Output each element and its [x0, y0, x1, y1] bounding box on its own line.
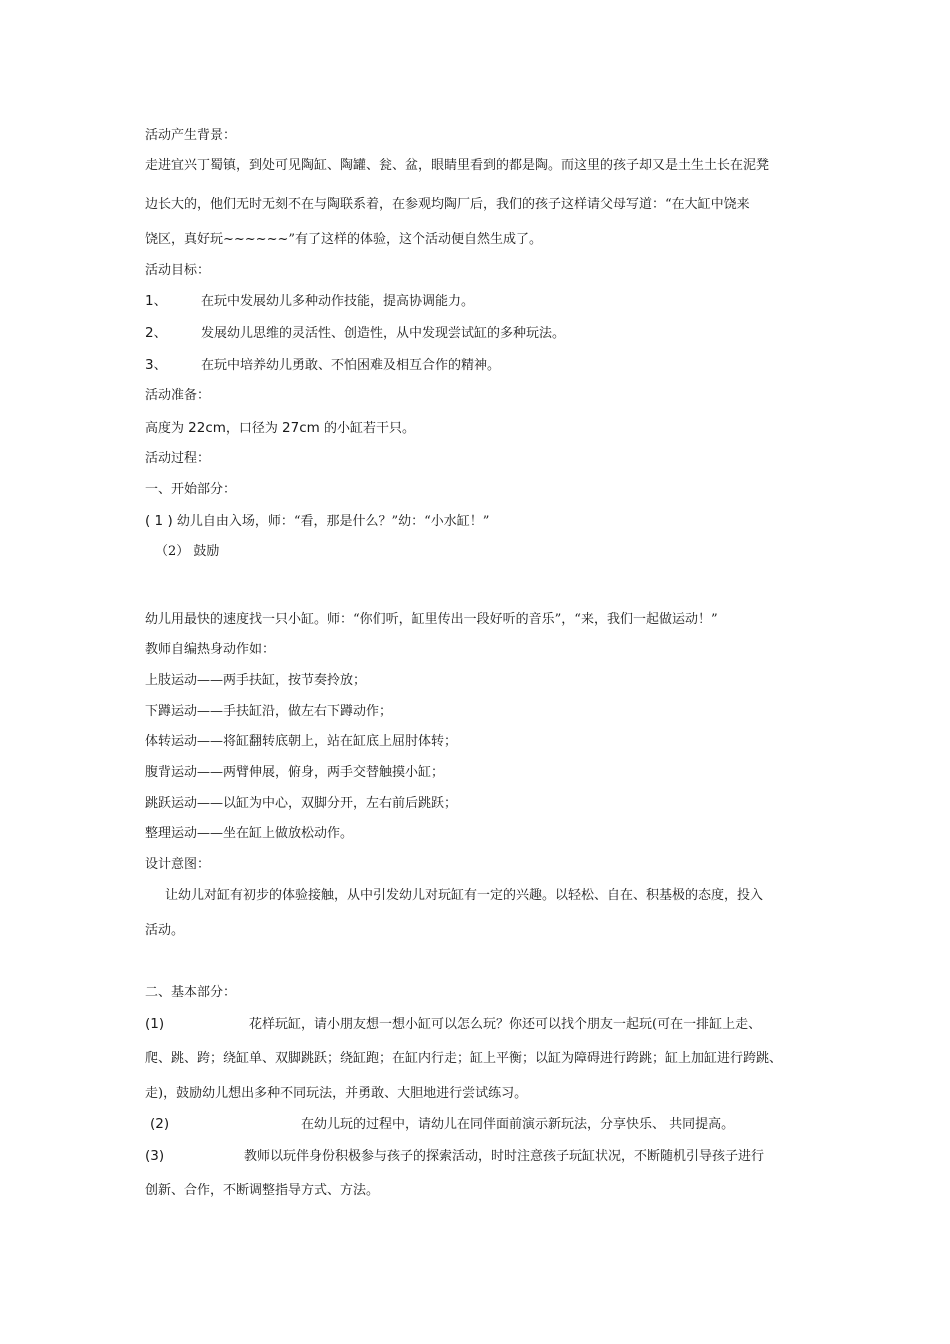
goal-number: 1、 — [145, 293, 168, 309]
part1-line-3: 上肢运动——两手扶缸，按节奏拎放； — [145, 673, 367, 688]
part2-item-number: (1) — [145, 1016, 165, 1032]
part1-line-5: 体转运动——将缸翻转底朝上，站在缸底上屈肘体转； — [145, 734, 458, 749]
part1-item-1-text: 幼儿自由入场，师：“看，那是什么？”幼：“小水缸！” — [172, 514, 490, 529]
process-heading: 活动过程： — [145, 451, 211, 466]
prep-heading: 活动准备： — [145, 388, 211, 403]
design-heading: 设计意图： — [145, 857, 211, 872]
prep-text-c: ，口径为 — [225, 421, 283, 436]
part1-item-1 — [145, 512, 489, 531]
part1-line-8: 整理运动——坐在缸上做放松动作。 — [145, 826, 354, 841]
goals-heading: 活动目标： — [145, 263, 211, 278]
part2-item-2-line-1: 在幼儿玩的过程中，请幼儿在同伴面前演示新玩法，分享快乐、 共同提高。 — [301, 1117, 735, 1132]
part2-item-1 — [145, 1015, 761, 1034]
background-line-2: 边长大的，他们无时无刻不在与陶联系着，在参观均陶厂后，我们的孩子这样请父母写道：“在大缸中饶来 — [145, 197, 750, 212]
prep-diameter-value: 27cm — [282, 420, 320, 436]
part2-heading: 二、基本部分： — [145, 985, 237, 1000]
prep-text-e: 的小缸若干只。 — [319, 421, 415, 436]
part1-item-1-number: ( 1 ) — [145, 513, 173, 529]
background-line-3: 饶区，真好玩~~~~~~”有了这样的体验，这个活动便自然生成了。 — [145, 232, 543, 247]
goal-number: 2、 — [145, 325, 168, 341]
part2-item-3-line-2: 创新、合作，不断调整指导方式、方法。 — [145, 1183, 380, 1198]
goal-text: 在玩中发展幼儿多种动作技能，提高协调能力。 — [201, 294, 475, 309]
goal-number: 3、 — [145, 357, 168, 373]
part1-line-4: 下蹲运动——手扶缸沿，做左右下蹲动作； — [145, 704, 393, 719]
background-heading: 活动产生背景： — [145, 128, 237, 143]
part1-line-7: 跳跃运动——以缸为中心，双脚分开，左右前后跳跃； — [145, 796, 458, 811]
part1-heading: 一、开始部分： — [145, 482, 237, 497]
part1-line-2: 教师自编热身动作如： — [145, 642, 276, 657]
part2-item-number: (2) — [150, 1116, 170, 1132]
goal-text: 发展幼儿思维的灵活性、创造性，从中发现尝试缸的多种玩法。 — [201, 326, 566, 341]
part1-line-1: 幼儿用最快的速度找一只小缸。师：“你们听，缸里传出一段好听的音乐”，“来，我们一起做运动！” — [145, 612, 718, 627]
part2-item-2 — [150, 1115, 734, 1134]
background-line-1: 走进宜兴丁蜀镇，到处可见陶缸、陶罐、瓮、盆，眼睛里看到的都是陶。而这里的孩子却又是土生土长在泥凳 — [145, 158, 770, 173]
goal-item-1 — [145, 292, 474, 311]
prep-height-value: 22cm — [188, 420, 226, 436]
part2-item-3 — [145, 1147, 764, 1166]
goal-item-3 — [145, 356, 500, 375]
prep-line — [145, 419, 415, 438]
part1-line-6: 腹背运动——两臂伸展，俯身，两手交替触摸小缸； — [145, 765, 445, 780]
goal-item-2 — [145, 324, 565, 343]
part2-item-1-line-2: 爬、跳、跨；绕缸单、双脚跳跃；绕缸跑；在缸内行走；缸上平衡；以缸为障碍进行跨跳；缸上加缸进行跨跳、 — [145, 1051, 783, 1066]
prep-text-a: 高度为 — [145, 421, 189, 436]
part2-item-number: (3) — [145, 1148, 165, 1164]
part1-item-2: （2） 鼓励 — [155, 544, 220, 559]
design-line-2: 活动。 — [145, 923, 185, 938]
part2-item-1-line-3: 走)，鼓励幼儿想出多种不同玩法，并勇敢、大胆地进行尝试练习。 — [145, 1086, 528, 1101]
goal-text: 在玩中培养幼儿勇敢、不怕困难及相互合作的精神。 — [201, 358, 501, 373]
part2-item-3-line-1: 教师以玩伴身份积极参与孩子的探索活动，时时注意孩子玩缸状况，不断随机引导孩子进行 — [244, 1149, 765, 1164]
design-line-1: 让幼儿对缸有初步的体验接触，从中引发幼儿对玩缸有一定的兴趣。以轻松、自在、积基极的态度，投入 — [165, 888, 764, 903]
part2-item-1-line-1: 花样玩缸，请小朋友想一想小缸可以怎么玩？你还可以找个朋友一起玩(可在一排缸上走、 — [249, 1017, 762, 1032]
